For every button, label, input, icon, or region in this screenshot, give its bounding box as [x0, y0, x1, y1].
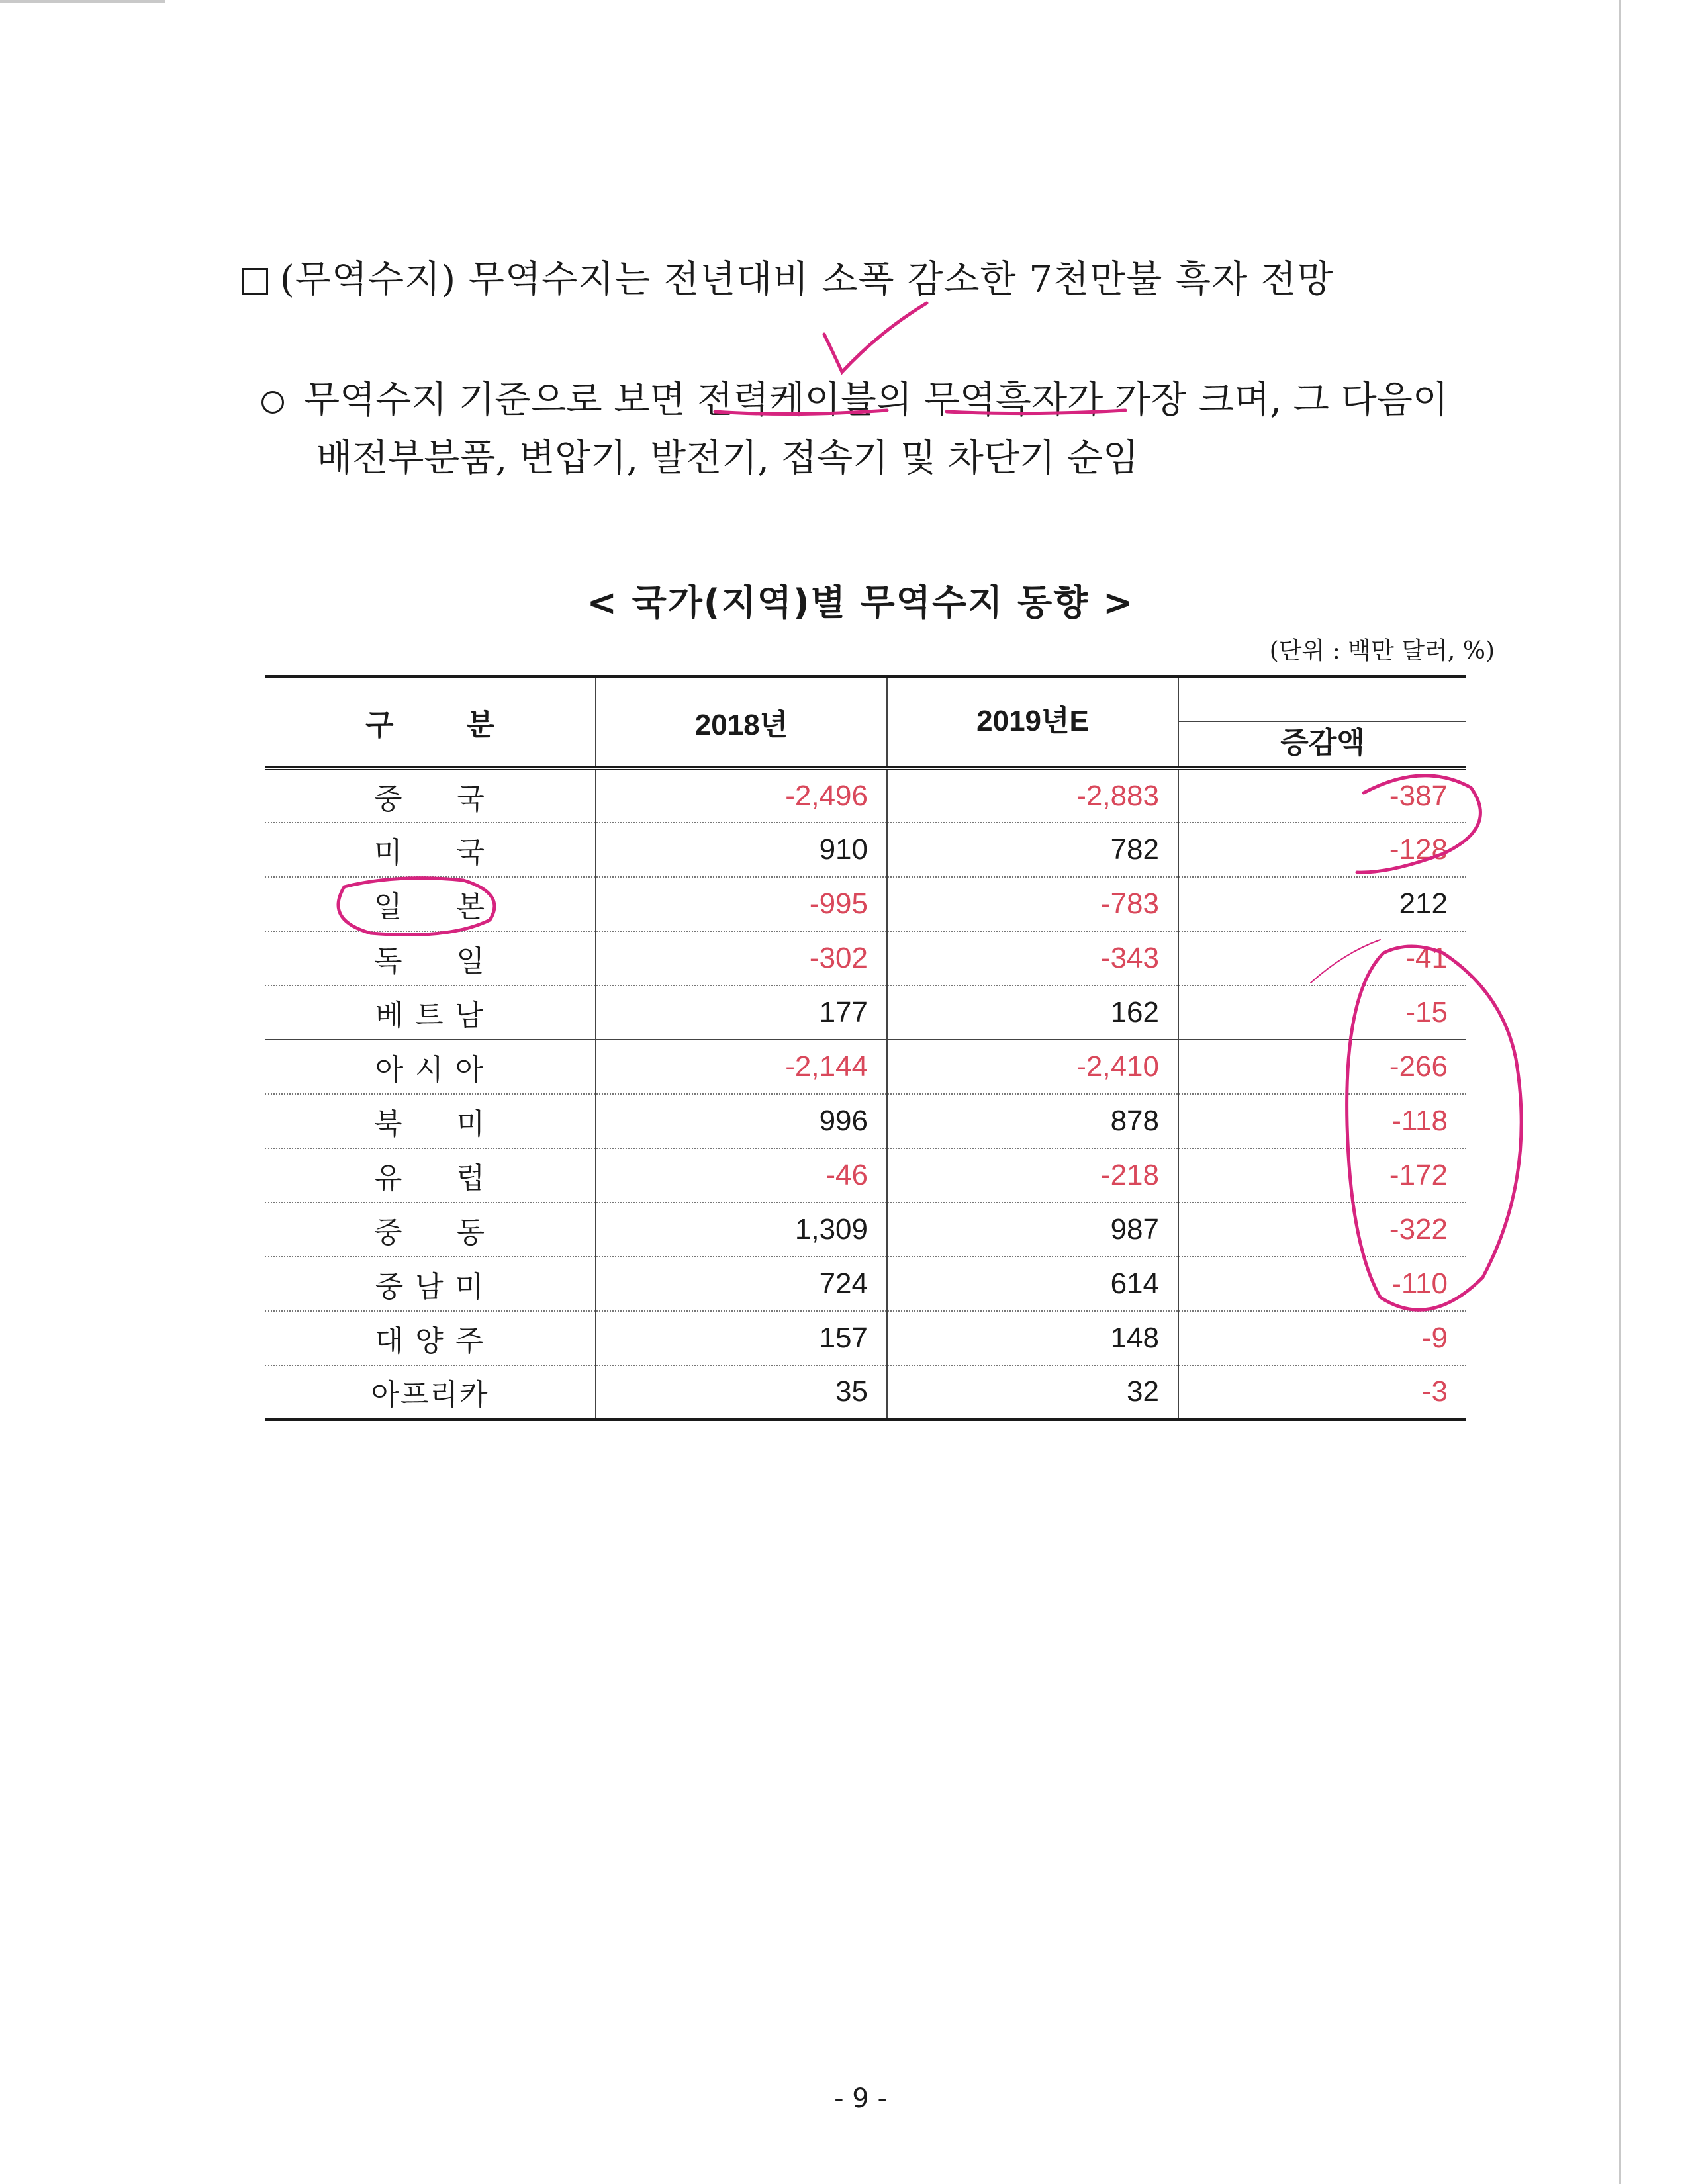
value-2018: -46 — [596, 1148, 887, 1203]
value-2018: 35 — [596, 1365, 887, 1420]
table-row — [265, 1311, 1466, 1365]
value-2019: -783 — [887, 877, 1178, 931]
table-header-row — [265, 677, 1466, 768]
value-2018: -2,496 — [596, 768, 887, 823]
value-2018: -995 — [596, 877, 887, 931]
table-title: < 국가(지역)별 무역수지 동향 > — [586, 582, 1135, 623]
row-label: 유 럽 — [265, 1148, 596, 1203]
check-mark-annotation — [824, 303, 927, 372]
value-2018: -2,144 — [596, 1040, 887, 1094]
value-2019: 32 — [887, 1365, 1178, 1420]
header-category: 구 분 — [265, 677, 596, 768]
value-2019: -343 — [887, 931, 1178, 985]
table-row — [265, 877, 1466, 931]
value-2019: 162 — [887, 985, 1178, 1040]
value-2018: 910 — [596, 823, 887, 877]
value-2019: -2,410 — [887, 1040, 1178, 1094]
table-row — [265, 1365, 1466, 1420]
header-2018: 2018년 — [596, 677, 887, 768]
row-label: 중 남 미 — [265, 1257, 596, 1311]
row-label: 북 미 — [265, 1094, 596, 1148]
table-row — [265, 1203, 1466, 1257]
row-label: 일 본 — [265, 877, 596, 931]
value-change: 212 — [1178, 877, 1466, 931]
value-change: -110 — [1178, 1257, 1466, 1311]
value-change: -118 — [1178, 1094, 1466, 1148]
value-2019: -218 — [887, 1148, 1178, 1203]
value-2018: 177 — [596, 985, 887, 1040]
header-change: 증감액 — [1179, 721, 1466, 766]
row-label: 중 국 — [265, 768, 596, 823]
value-change: -266 — [1178, 1040, 1466, 1094]
scan-edge-top — [0, 0, 165, 3]
value-change: -41 — [1178, 931, 1466, 985]
table-row — [265, 931, 1466, 985]
row-label: 중 동 — [265, 1203, 596, 1257]
row-label: 아 시 아 — [265, 1040, 596, 1094]
header-change-cell — [1178, 677, 1466, 768]
bullet-line-2 — [316, 429, 1139, 482]
table-row — [265, 823, 1466, 877]
table-row — [265, 1040, 1466, 1094]
circle-bullet-icon — [261, 391, 284, 414]
table-body — [265, 768, 1466, 1420]
row-label: 독 일 — [265, 931, 596, 985]
heading-text: (무역수지) 무역수지는 전년대비 소폭 감소한 7천만불 흑자 전망 — [280, 258, 1334, 301]
value-change: -15 — [1178, 985, 1466, 1040]
table-row — [265, 985, 1466, 1040]
value-2019: -2,883 — [887, 768, 1178, 823]
value-2019: 782 — [887, 823, 1178, 877]
trade-balance-table — [265, 675, 1466, 1421]
value-2018: -302 — [596, 931, 887, 985]
value-2018: 996 — [596, 1094, 887, 1148]
value-2019: 987 — [887, 1203, 1178, 1257]
value-change: -322 — [1178, 1203, 1466, 1257]
value-change: -9 — [1178, 1311, 1466, 1365]
bullet-text-1: 무역수지 기준으로 보면 전력케이블의 무역흑자가 가장 크며, 그 다음이 — [304, 379, 1448, 422]
value-2019: 614 — [887, 1257, 1178, 1311]
value-2018: 724 — [596, 1257, 887, 1311]
value-change: -128 — [1178, 823, 1466, 877]
value-2019: 148 — [887, 1311, 1178, 1365]
table-row — [265, 1257, 1466, 1311]
row-label: 아프리카 — [265, 1365, 596, 1420]
value-2018: 157 — [596, 1311, 887, 1365]
checkbox-icon — [242, 268, 268, 295]
header-2019: 2019년E — [887, 677, 1178, 768]
table-row — [265, 768, 1466, 823]
unit-note: (단위 : 백만 달러, %) — [1269, 637, 1495, 664]
bullet-text-2: 배전부분품, 변압기, 발전기, 접속기 및 차단기 순임 — [316, 437, 1139, 480]
row-label: 미 국 — [265, 823, 596, 877]
section-heading — [242, 250, 1333, 303]
table-row — [265, 1094, 1466, 1148]
value-2018: 1,309 — [596, 1203, 887, 1257]
value-2019: 878 — [887, 1094, 1178, 1148]
table-row — [265, 1148, 1466, 1203]
bullet-line-1 — [261, 371, 1448, 424]
value-change: -387 — [1178, 768, 1466, 823]
scan-edge-right — [1619, 0, 1621, 2184]
row-label: 대 양 주 — [265, 1311, 596, 1365]
value-change: -3 — [1178, 1365, 1466, 1420]
value-change: -172 — [1178, 1148, 1466, 1203]
row-label: 베 트 남 — [265, 985, 596, 1040]
page-number: - 9 - — [834, 2083, 887, 2114]
